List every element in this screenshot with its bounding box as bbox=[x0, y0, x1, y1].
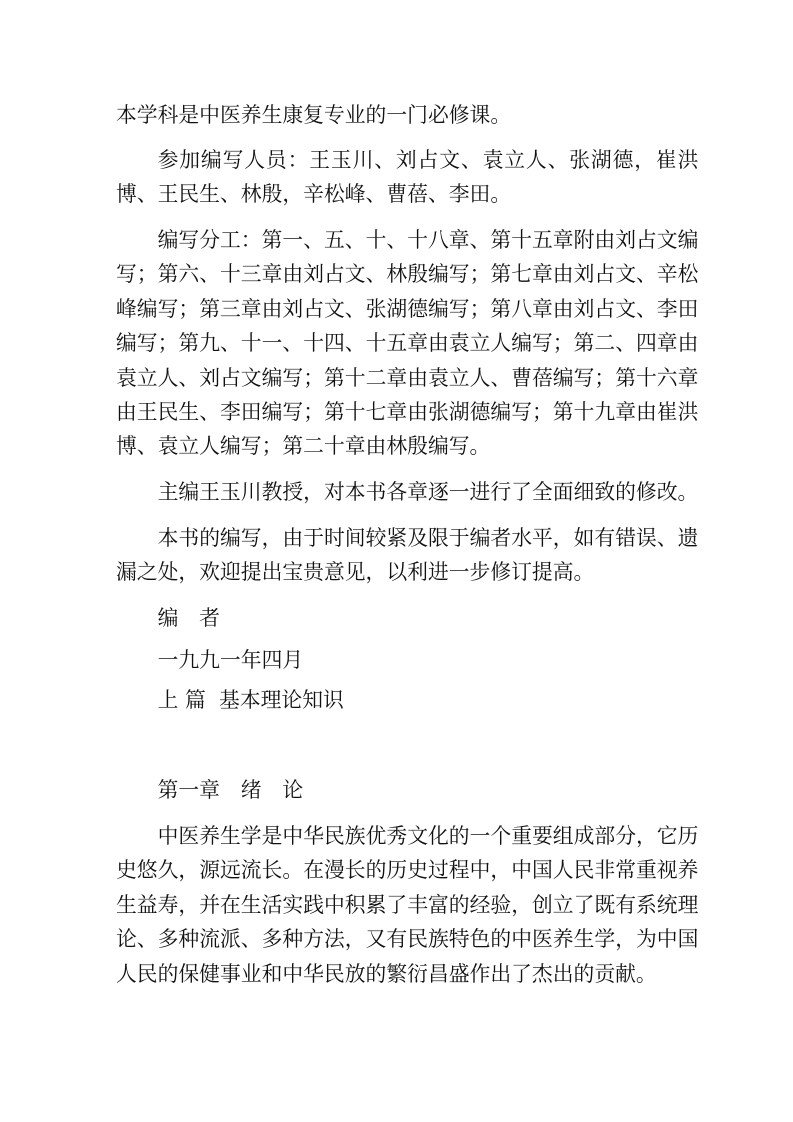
date: 一九九一年四月 bbox=[157, 648, 304, 672]
part-title: 上 篇 基本理论知识 bbox=[157, 688, 344, 712]
chapter-title: 第一章 绪 论 bbox=[157, 778, 304, 802]
chief-editor-paragraph: 主编王玉川教授，对本书各章逐一进行了全面细致的修改。 bbox=[157, 480, 699, 504]
division-of-work-paragraph: 编写分工：第一、五、十、十八章、第十五章附由刘占文编写；第六、十三章由刘占文、林殷编写；第七章由刘占文、辛松峰编写；第三章由刘占文、张湖德编写；第八章由刘占文、李田编写；第九、十一、十四、十五章由袁立人编写；第二、四章由袁立人、刘占文编写；第十二章由袁立人、曹蓓编写；第十六章由王民生、李田编写；第十七章由张湖德编写；第十九章由崔洪博、袁立人编写；第二十章由林殷编写。 bbox=[116, 228, 699, 459]
signature: 编 者 bbox=[157, 606, 220, 630]
intro-paragraph: 本学科是中医养生康复专业的一门必修课。 bbox=[116, 103, 512, 127]
apology-paragraph: 本书的编写，由于时间较紧及限于编者水平，如有错误、遗漏之处，欢迎提出宝贵意见，以利进一步修订提高。 bbox=[116, 526, 699, 585]
chapter-body-paragraph: 中医养生学是中华民族优秀文化的一个重要组成部分，它历史悠久，源远流长。在漫长的历史过程中，中国人民非常重视养生益寿，并在生活实践中积累了丰富的经验，创立了既有系统理论、多种流派、多种方法，又有民族特色的中医养生学，为中国人民的保健事业和中华民放的繁衍昌盛作出了杰出的贡献。 bbox=[116, 824, 699, 986]
contributors-paragraph: 参加编写人员：王玉川、刘占文、袁立人、张湖德，崔洪博、王民生、林殷，辛松峰、曹蓓、李田。 bbox=[116, 148, 699, 207]
